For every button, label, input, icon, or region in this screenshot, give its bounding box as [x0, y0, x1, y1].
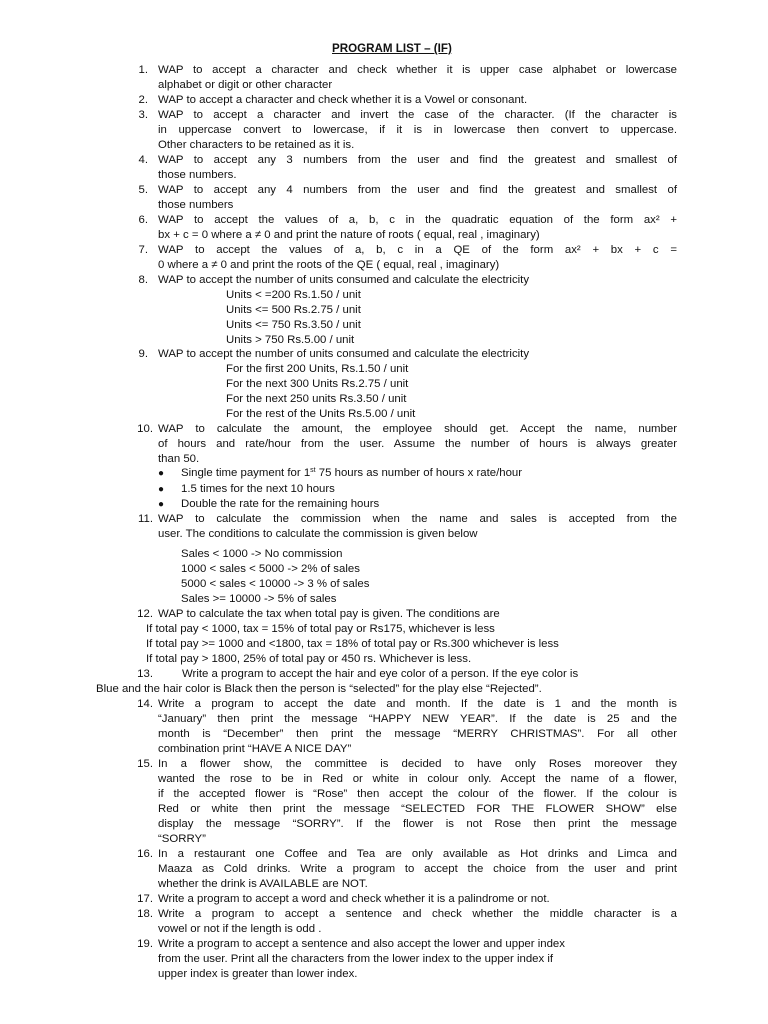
page-title: PROGRAM LIST – (IF): [332, 42, 452, 55]
rate-line: Units <= 500 Rs.2.75 / unit: [226, 304, 361, 316]
condition-line: If total pay > 1800, 25% of total pay or 450 rs. Whichever is less.: [146, 653, 472, 665]
item-13-text: Write a program to accept the hair and eye color of a person. If the eye color is: [182, 668, 579, 680]
item-1-text: alphabet or digit or other character: [158, 79, 333, 91]
item-3-text: Other characters to be retained as it is.: [158, 139, 355, 151]
bullet-text: Double the rate for the remaining hours: [181, 498, 380, 510]
bullet-icon: ●: [158, 484, 165, 495]
item-16-text: In a restaurant one Coffee and Tea are only available as Hot drinks and Limca and: [158, 848, 677, 860]
item-15-text: In a flower show, the committee is decided to have only Roses moreover they: [158, 758, 677, 770]
rate-line: For the rest of the Units Rs.5.00 / unit: [226, 408, 416, 420]
item-12-text: WAP to calculate the tax when total pay is given. The conditions are: [158, 608, 500, 620]
item-number: 18.: [137, 908, 153, 920]
item-number: 7.: [138, 244, 148, 256]
item-1-text: WAP to accept a character and check whether it is upper case alphabet or lowercase: [158, 64, 677, 76]
item-18-text: vowel or not if the length is odd .: [158, 923, 322, 935]
item-number: 11.: [138, 513, 153, 525]
item-10-text: than 50.: [158, 453, 200, 465]
condition-line: If total pay >= 1000 and <1800, tax = 18% of total pay or Rs.300 whichever is less: [146, 638, 559, 650]
item-number: 2.: [138, 94, 148, 106]
item-14-text: Write a program to accept the date and month. If the date is 1 and the month is: [158, 698, 677, 710]
item-10-text: of hours and rate/hour from the user. Assume the number of hours is always greater: [158, 438, 677, 450]
item-11-text: user. The conditions to calculate the commission is given below: [158, 528, 478, 540]
item-19-text: upper index is greater than lower index.: [158, 968, 358, 980]
item-6-text: WAP to accept the values of a, b, c in the quadratic equation of the form ax² +: [158, 214, 677, 226]
item-number: 6.: [138, 214, 148, 226]
item-14-text: month is “December” then print the message “MERRY CHRISTMAS”. For all other: [158, 728, 677, 740]
item-7-text: 0 where a ≠ 0 and print the roots of the QE ( equal, real , imaginary): [158, 259, 500, 271]
item-number: 9.: [138, 348, 148, 360]
rate-line: For the next 250 units Rs.3.50 / unit: [226, 393, 407, 405]
item-8-text: WAP to accept the number of units consumed and calculate the electricity: [158, 274, 530, 286]
item-number: 8.: [138, 274, 148, 286]
condition-line: Sales >= 10000 -> 5% of sales: [181, 593, 337, 605]
item-5-text: WAP to accept any 4 numbers from the user and find the greatest and smallest of: [158, 184, 677, 196]
item-19-text: from the user. Print all the characters from the lower index to the upper index if: [158, 953, 554, 965]
condition-line: 5000 < sales < 10000 -> 3 % of sales: [181, 578, 370, 590]
item-13-text: Blue and the hair color is Black then the person is “selected” for the play else “Rejected”.: [96, 683, 542, 695]
item-15-text: “SORRY”: [158, 833, 206, 845]
item-9-text: WAP to accept the number of units consumed and calculate the electricity: [158, 348, 530, 360]
item-number: 15.: [137, 758, 153, 770]
bullet-icon: ●: [158, 468, 165, 479]
bullet-text: Single time payment for 1st 75 hours as number of hours x rate/hour: [181, 467, 523, 479]
item-4-text: WAP to accept any 3 numbers from the user and find the greatest and smallest of: [158, 154, 677, 166]
item-3-text: WAP to accept a character and invert the case of the character. (If the character is: [158, 109, 677, 121]
item-number: 16.: [137, 848, 153, 860]
item-14-text: “January” then print the message “HAPPY NEW YEAR”. If the date is 25 and the: [158, 713, 677, 725]
item-3-text: in uppercase convert to lowercase, if it is in lowercase then convert to uppercase.: [158, 124, 677, 136]
item-11-text: WAP to calculate the commission when the name and sales is accepted from the: [158, 513, 677, 525]
item-number: 5.: [138, 184, 148, 196]
item-number: 19.: [137, 938, 153, 950]
item-10-text: WAP to calculate the amount, the employee should get. Accept the name, number: [158, 423, 677, 435]
rate-line: For the next 300 Units Rs.2.75 / unit: [226, 378, 409, 390]
item-18-text: Write a program to accept a sentence and check whether the middle character is a: [158, 908, 677, 920]
item-15-text: Red or white then print the message “SELECTED FOR THE FLOWER SHOW” else: [158, 803, 677, 815]
item-number: 17.: [137, 893, 153, 905]
item-number: 1.: [138, 64, 148, 76]
item-16-text: Maaza as Cold drinks. Write a program to accept the choice from the user and print: [158, 863, 677, 875]
item-15-text: if the accepted flower is “Rose” then accept the colour of the flower. If the colour is: [158, 788, 677, 800]
item-4-text: those numbers.: [158, 169, 237, 181]
item-number: 13.: [137, 668, 153, 680]
item-5-text: those numbers: [158, 199, 234, 211]
bullet-text: 1.5 times for the next 10 hours: [181, 483, 335, 495]
item-17-text: Write a program to accept a word and check whether it is a palindrome or not.: [158, 893, 550, 905]
item-number: 14.: [137, 698, 153, 710]
rate-line: Units < =200 Rs.1.50 / unit: [226, 289, 361, 301]
condition-line: If total pay < 1000, tax = 15% of total pay or Rs175, whichever is less: [146, 623, 495, 635]
item-7-text: WAP to accept the values of a, b, c in a QE of the form ax² + bx + c =: [158, 244, 677, 256]
item-14-text: combination print “HAVE A NICE DAY”: [158, 743, 352, 755]
item-2-text: WAP to accept a character and check whether it is a Vowel or consonant.: [158, 94, 528, 106]
rate-line: For the first 200 Units, Rs.1.50 / unit: [226, 363, 409, 375]
bullet-icon: ●: [158, 499, 165, 510]
rate-line: Units <= 750 Rs.3.50 / unit: [226, 319, 361, 331]
condition-line: 1000 < sales < 5000 -> 2% of sales: [181, 563, 360, 575]
item-6-text: bx + c = 0 where a ≠ 0 and print the nature of roots ( equal, real , imaginary): [158, 229, 540, 241]
rate-line: Units > 750 Rs.5.00 / unit: [226, 334, 355, 346]
item-number: 3.: [138, 109, 148, 121]
condition-line: Sales < 1000 -> No commission: [181, 548, 343, 560]
item-19-text: Write a program to accept a sentence and also accept the lower and upper index: [158, 938, 565, 950]
item-number: 12.: [137, 608, 153, 620]
item-16-text: whether the drink is AVAILABLE are NOT.: [158, 878, 368, 890]
item-number: 4.: [138, 154, 148, 166]
item-15-text: wanted the rose to be in Red or white in colour only. Accept the name of a flower,: [158, 773, 677, 785]
item-15-text: display the message “SORRY”. If the flower is not Rose then print the message: [158, 818, 677, 830]
item-number: 10.: [137, 423, 153, 435]
